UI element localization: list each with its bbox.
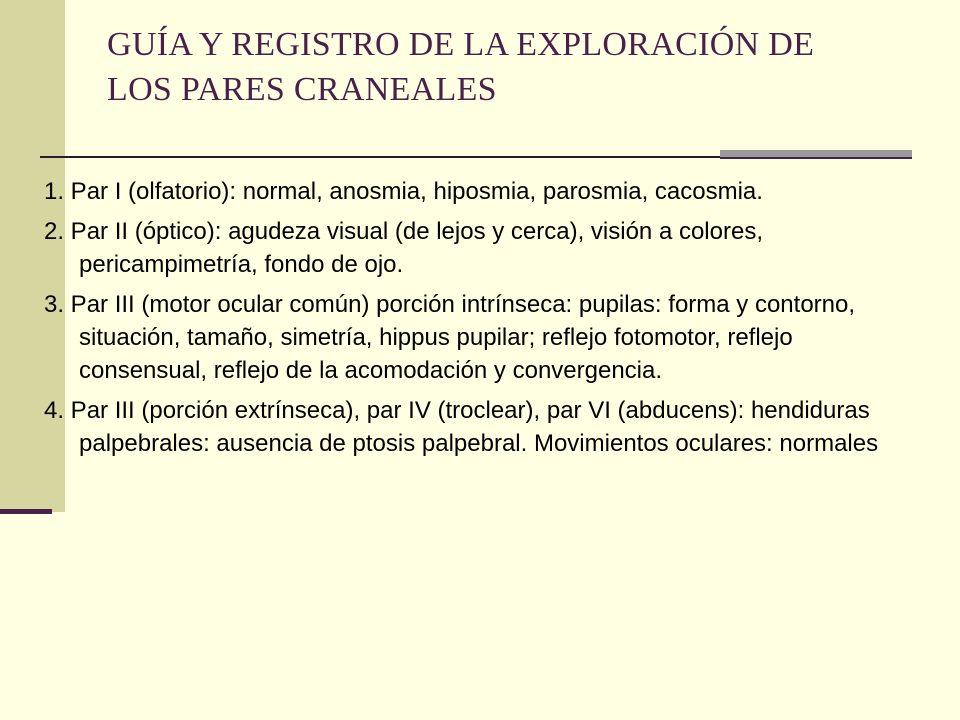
divider-grey-accent — [720, 150, 912, 157]
list-item: 2. Par II (óptico): agudeza visual (de lejos y cerca), visión a colores, pericampimetría, fondo de ojo. — [44, 218, 763, 278]
slide-title — [107, 22, 927, 112]
title-line-2: LOS PARES CRANEALES — [107, 71, 497, 108]
list-item: 1. Par I (olfatorio): normal, anosmia, hiposmia, parosmia, cacosmia. — [44, 178, 763, 205]
list-item: 3. Par III (motor ocular común) porción intrínseca: pupilas: forma y contorno, situación, tamaño, simetría, hippus pupilar; reflejo fotomotor, reflejo consensual, reflejo de la acomodación y convergencia. — [44, 291, 856, 384]
divider-accent-line — [720, 157, 912, 159]
title-line-1: GUÍA Y REGISTRO DE LA EXPLORACIÓN DE — [107, 26, 815, 63]
title-divider — [40, 156, 720, 158]
left-accent-bar — [0, 509, 52, 514]
list-item: 4. Par III (porción extrínseca), par IV (troclear), par VI (abducens): hendiduras palpebrales: ausencia de ptosis palpebral. Movimientos oculares: normales — [44, 397, 879, 457]
cranial-nerve-list — [44, 175, 914, 467]
